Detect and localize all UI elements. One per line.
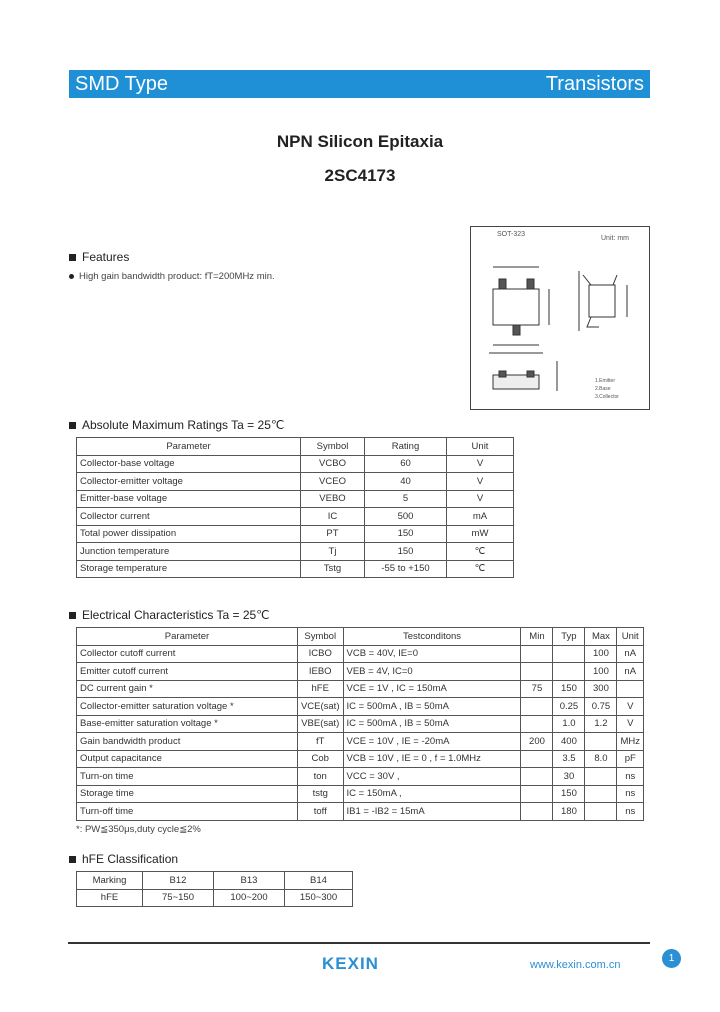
abs-max-heading: Absolute Maximum Ratings Ta = 25℃: [69, 418, 284, 432]
kexin-logo: KEXIN: [322, 954, 379, 973]
table-cell: ns: [617, 768, 644, 786]
table-cell: B12: [143, 872, 214, 890]
table-cell: Cob: [297, 750, 343, 768]
pin-label: 3.Collector: [595, 394, 619, 400]
table-cell: Turn-on time: [77, 768, 298, 786]
table-row: [77, 473, 514, 491]
table-cell: [521, 785, 553, 803]
table-cell: PT: [301, 525, 365, 543]
table-cell: B13: [214, 872, 285, 890]
table-cell: 1.2: [585, 715, 617, 733]
table-cell: [585, 785, 617, 803]
table-row: [77, 889, 353, 907]
column-header: Unit: [617, 628, 644, 646]
column-header: Unit: [447, 438, 514, 456]
table-cell: 100: [585, 645, 617, 663]
table-row: [77, 663, 644, 681]
table-cell: IC = 500mA , IB = 50mA: [343, 698, 521, 716]
bullet-square-icon: [69, 254, 76, 261]
table-cell: VCB = 40V, IE=0: [343, 645, 521, 663]
column-header: Symbol: [301, 438, 365, 456]
table-cell: VCEO: [301, 473, 365, 491]
table-cell: Tj: [301, 543, 365, 561]
table-cell: IB1 = -IB2 = 15mA: [343, 803, 521, 821]
pin-label: 2.Base: [595, 386, 611, 392]
table-cell: mW: [447, 525, 514, 543]
table-row: [77, 525, 514, 543]
table-row: [77, 698, 644, 716]
table-cell: V: [447, 490, 514, 508]
column-header: Typ: [553, 628, 585, 646]
table-cell: ICBO: [297, 645, 343, 663]
table-row: [77, 508, 514, 526]
table-cell: Storage time: [77, 785, 298, 803]
column-header: Parameter: [77, 438, 301, 456]
table-cell: Emitter cutoff current: [77, 663, 298, 681]
hfe-heading: hFE Classification: [69, 852, 178, 866]
table-cell: [521, 663, 553, 681]
table-cell: 150~300: [285, 889, 353, 907]
table-cell: 60: [365, 455, 447, 473]
table-cell: Output capacitance: [77, 750, 298, 768]
table-cell: 200: [521, 733, 553, 751]
table-cell: 75~150: [143, 889, 214, 907]
table-cell: Storage temperature: [77, 560, 301, 578]
table-cell: ns: [617, 785, 644, 803]
table-cell: VCBO: [301, 455, 365, 473]
page-title: NPN Silicon Epitaxia: [276, 132, 444, 151]
footer-url[interactable]: www.kexin.com.cn: [530, 959, 621, 971]
table-cell: 100: [585, 663, 617, 681]
table-cell: 150: [553, 680, 585, 698]
package-outline-icon: [471, 227, 649, 409]
table-cell: [617, 680, 644, 698]
table-cell: [521, 645, 553, 663]
table-cell: ℃: [447, 543, 514, 561]
table-header-row: [77, 438, 514, 456]
table-cell: Turn-off time: [77, 803, 298, 821]
table-cell: V: [617, 715, 644, 733]
table-cell: -55 to +150: [365, 560, 447, 578]
table-cell: Total power dissipation: [77, 525, 301, 543]
table-cell: 150: [365, 543, 447, 561]
table-cell: Collector-emitter voltage: [77, 473, 301, 491]
table-cell: 180: [553, 803, 585, 821]
footer-divider: [68, 942, 650, 944]
table-cell: VEB = 4V, IC=0: [343, 663, 521, 681]
column-header: Rating: [365, 438, 447, 456]
table-cell: nA: [617, 645, 644, 663]
table-cell: [521, 698, 553, 716]
package-name: SOT-323: [497, 231, 526, 238]
column-header: Parameter: [77, 628, 298, 646]
table-cell: 75: [521, 680, 553, 698]
bullet-square-icon: [69, 612, 76, 619]
table-row: [77, 750, 644, 768]
table-cell: [585, 803, 617, 821]
table-row: [77, 455, 514, 473]
table-cell: IC = 150mA ,: [343, 785, 521, 803]
part-number: 2SC4173: [324, 166, 396, 185]
table-cell: 400: [553, 733, 585, 751]
table-row: [77, 560, 514, 578]
table-cell: fT: [297, 733, 343, 751]
table-row: [77, 490, 514, 508]
table-row: [77, 715, 644, 733]
table-cell: MHz: [617, 733, 644, 751]
table-cell: 40: [365, 473, 447, 491]
table-cell: DC current gain *: [77, 680, 298, 698]
hfe-table: [76, 871, 353, 907]
table-row: [77, 803, 644, 821]
table-row: [77, 785, 644, 803]
table-cell: [521, 768, 553, 786]
table-cell: ℃: [447, 560, 514, 578]
table-cell: hFE: [297, 680, 343, 698]
table-cell: 300: [585, 680, 617, 698]
table-cell: Collector-emitter saturation voltage *: [77, 698, 298, 716]
table-cell: ns: [617, 803, 644, 821]
table-cell: pF: [617, 750, 644, 768]
table-cell: 0.75: [585, 698, 617, 716]
table-cell: [521, 750, 553, 768]
table-row: [77, 768, 644, 786]
table-cell: VCB = 10V , IE = 0 , f = 1.0MHz: [343, 750, 521, 768]
table-cell: IC = 500mA , IB = 50mA: [343, 715, 521, 733]
table-row: [77, 733, 644, 751]
header-right: Transistors: [545, 72, 644, 95]
table-cell: Tstg: [301, 560, 365, 578]
table-cell: 3.5: [553, 750, 585, 768]
feature-item: High gain bandwidth product: fT=200MHz min.: [69, 271, 275, 282]
table-cell: mA: [447, 508, 514, 526]
table-cell: 1.0: [553, 715, 585, 733]
table-cell: Gain bandwidth product: [77, 733, 298, 751]
column-header: Testconditons: [343, 628, 521, 646]
package-unit: Unit: mm: [601, 235, 629, 242]
table-cell: VCE = 10V , IE = -20mA: [343, 733, 521, 751]
table-cell: [585, 733, 617, 751]
table-cell: 100~200: [214, 889, 285, 907]
table-row: [77, 645, 644, 663]
column-header: Max: [585, 628, 617, 646]
table-cell: VCE = 1V , IC = 150mA: [343, 680, 521, 698]
header-left: SMD Type: [75, 72, 168, 95]
table-cell: V: [617, 698, 644, 716]
bullet-dot-icon: [69, 274, 74, 279]
elec-heading: Electrical Characteristics Ta = 25℃: [69, 608, 270, 622]
table-cell: Collector current: [77, 508, 301, 526]
column-header: Symbol: [297, 628, 343, 646]
table-cell: Junction temperature: [77, 543, 301, 561]
pin-label: 1.Emitter: [595, 378, 616, 384]
table-cell: [553, 645, 585, 663]
table-row: [77, 680, 644, 698]
table-cell: [521, 803, 553, 821]
abs-max-table: [76, 437, 514, 578]
elec-note: *: PW≦350μs,duty cycle≦2%: [76, 824, 201, 835]
table-cell: hFE: [77, 889, 143, 907]
table-cell: Base-emitter saturation voltage *: [77, 715, 298, 733]
elec-table: [76, 627, 644, 821]
table-cell: toff: [297, 803, 343, 821]
header-banner: [69, 70, 650, 98]
table-cell: VEBO: [301, 490, 365, 508]
table-cell: V: [447, 455, 514, 473]
table-cell: VBE(sat): [297, 715, 343, 733]
column-header: Min: [521, 628, 553, 646]
table-cell: 150: [553, 785, 585, 803]
bullet-square-icon: [69, 856, 76, 863]
table-header-row: [77, 628, 644, 646]
table-cell: 0.25: [553, 698, 585, 716]
table-cell: Collector-base voltage: [77, 455, 301, 473]
table-cell: [585, 768, 617, 786]
features-heading: Features: [69, 250, 129, 264]
table-cell: 500: [365, 508, 447, 526]
table-cell: Collector cutoff current: [77, 645, 298, 663]
table-cell: 8.0: [585, 750, 617, 768]
table-row: [77, 872, 353, 890]
table-cell: [553, 663, 585, 681]
table-cell: VCC = 30V ,: [343, 768, 521, 786]
table-cell: [521, 715, 553, 733]
table-cell: IC: [301, 508, 365, 526]
table-cell: VCE(sat): [297, 698, 343, 716]
page-number-badge: 1: [662, 949, 681, 968]
table-row: [77, 543, 514, 561]
table-cell: ton: [297, 768, 343, 786]
table-cell: IEBO: [297, 663, 343, 681]
bullet-square-icon: [69, 422, 76, 429]
table-cell: B14: [285, 872, 353, 890]
table-cell: Marking: [77, 872, 143, 890]
package-drawing: [470, 226, 650, 410]
table-cell: nA: [617, 663, 644, 681]
table-cell: 5: [365, 490, 447, 508]
table-cell: 30: [553, 768, 585, 786]
table-cell: Emitter-base voltage: [77, 490, 301, 508]
table-cell: V: [447, 473, 514, 491]
table-cell: 150: [365, 525, 447, 543]
table-cell: tstg: [297, 785, 343, 803]
